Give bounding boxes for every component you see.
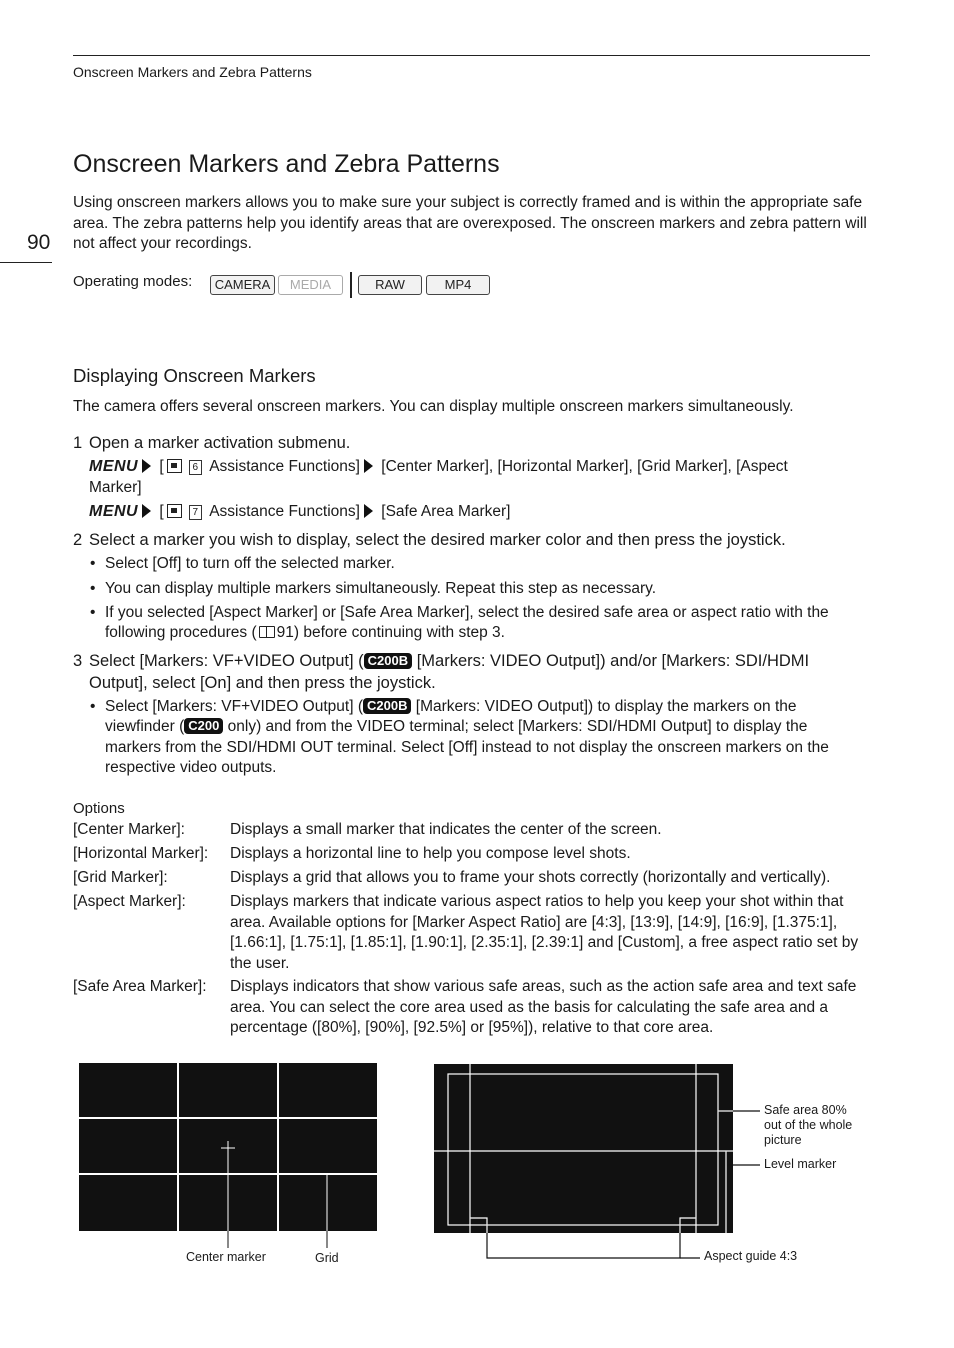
center-marker-label: Center marker	[186, 1250, 266, 1264]
menu-path-1-part2: [Center Marker], [Horizontal Marker], [Grid Marker], [Aspect	[381, 458, 788, 475]
step-2-number: 2	[73, 531, 83, 549]
arrow-icon	[364, 504, 373, 518]
option-term-grid: [Grid Marker]:	[73, 869, 168, 886]
menu-path-2	[89, 502, 879, 523]
model-badge-c200b: C200B	[364, 653, 412, 669]
step-3-bullet-text-b: [Markers: VIDEO Output]) to display the markers on the	[415, 698, 797, 715]
step-3-text-b: [Markers: VIDEO Output]) and/or [Markers: SDI/HDMI	[416, 652, 810, 670]
model-badge-c200: C200	[184, 718, 223, 734]
option-desc-aspect: Displays markers that indicate various aspect ratios to help you keep your shot within that area. Available options for [Marker Aspect Ratio] are [4:3], [13:9], [14:9], [16:9], [1.375:1], [1.66:1], [1.75:1], [1.85:1], [1.90:1], [2.35:1], [2.39:1] and [Custom], a free aspect ratio set by the user.	[230, 893, 859, 972]
bracket-open: [	[159, 458, 164, 475]
intro-paragraph: Using onscreen markers allows you to make sure your subject is correctly framed and is within the appropriate safe area. The zebra patterns help you identify areas that are overexposed. The onscreen markers and zebra pattern will not affect your recordings.	[73, 194, 867, 252]
bracket-open: [	[159, 503, 164, 520]
page-title: Onscreen Markers and Zebra Patterns	[73, 150, 500, 178]
option-term-center: [Center Marker]:	[73, 821, 185, 838]
operating-modes-label: Operating modes:	[73, 273, 193, 290]
step-3-bullet-text-a: Select [Markers: VF+VIDEO Output] (	[105, 698, 363, 715]
step-3-bullet-line-2	[105, 717, 875, 738]
step-3-line-1	[89, 650, 879, 672]
step-3-line-2: Output], select [On] and then press the joystick.	[89, 674, 436, 692]
safe-area-label-line-3: picture	[764, 1133, 802, 1147]
safe-area-label	[764, 1103, 852, 1148]
step-3-bullet-text-c: viewfinder (	[105, 718, 185, 735]
book-icon	[259, 626, 275, 638]
step-1-text: Open a marker activation submenu.	[89, 434, 351, 452]
safe-area-label-line-2: out of the whole	[764, 1118, 853, 1132]
screen-background	[434, 1064, 733, 1233]
mode-raw-badge: RAW	[358, 275, 422, 295]
header-rule	[73, 55, 870, 56]
menu-path-1-part1: Assistance Functions]	[209, 458, 360, 475]
section-heading: Displaying Onscreen Markers	[73, 365, 316, 386]
camera-settings-icon	[167, 504, 182, 518]
step-2-bullet-3: • If you selected [Aspect Marker] or [Safe Area Marker], select the desired safe area or aspect ratio with the	[105, 603, 875, 624]
grid-marker-figure	[70, 1055, 390, 1275]
step-3-bullet-line-4: respective video outputs.	[105, 759, 277, 776]
step-2-bullet-2: • You can display multiple markers simultaneously. Repeat this step as necessary.	[105, 579, 656, 600]
running-header: Onscreen Markers and Zebra Patterns	[73, 64, 312, 80]
model-badge-c200b: C200B	[363, 698, 411, 714]
menu-path-1-part3: Marker]	[89, 479, 142, 496]
page-number-rule	[0, 262, 52, 263]
mode-mp4-badge: MP4	[426, 275, 490, 295]
menu-path-2-part2: [Safe Area Marker]	[381, 503, 511, 520]
step-1-number: 1	[73, 434, 83, 452]
arrow-icon	[142, 504, 151, 518]
option-term-horizontal: [Horizontal Marker]:	[73, 845, 209, 862]
mode-media-badge: MEDIA	[278, 275, 343, 295]
step-2-bullet-3-text-b: 91) before continuing with step 3.	[276, 624, 505, 641]
step-3-bullet-line-1	[105, 697, 875, 718]
step-3-bullet-text-d: only) and from the VIDEO terminal; select [Markers: SDI/HDMI Output] to display the	[227, 718, 808, 735]
mode-camera-badge: CAMERA	[210, 275, 275, 295]
section-lead: The camera offers several onscreen markers. You can display multiple onscreen markers simultaneously.	[73, 398, 794, 415]
level-marker-label: Level marker	[764, 1157, 837, 1171]
menu-path-1	[89, 457, 879, 478]
page-number: 90	[27, 231, 51, 254]
aspect-guide-label: Aspect guide 4:3	[704, 1249, 798, 1263]
safe-area-label-line-1: Safe area 80%	[764, 1103, 847, 1117]
tab-number: 6	[189, 460, 202, 475]
step-3-bullet-line-3: markers from the SDI/HDMI OUT terminal. Select [Off] instead to not display the onscreen markers on the	[105, 739, 829, 756]
step-2-bullet-3-text-a: following procedures (	[105, 624, 257, 641]
arrow-icon	[364, 459, 373, 473]
menu-word: MENU	[89, 458, 139, 475]
step-3-number: 3	[73, 652, 83, 670]
tab-number: 7	[189, 505, 202, 520]
step-2-bullet-1: • Select [Off] to turn off the selected marker.	[105, 554, 395, 575]
options-heading: Options	[73, 800, 125, 817]
option-term-safe-area: [Safe Area Marker]:	[73, 978, 207, 995]
step-2-bullet-3-cont	[105, 623, 505, 644]
grid-label: Grid	[315, 1251, 339, 1265]
option-desc-grid: Displays a grid that allows you to frame your shots correctly (horizontally and vertically).	[230, 869, 831, 886]
menu-word: MENU	[89, 503, 139, 520]
option-desc-center: Displays a small marker that indicates the center of the screen.	[230, 821, 662, 838]
camera-settings-icon	[167, 459, 182, 473]
option-desc-horizontal: Displays a horizontal line to help you compose level shots.	[230, 845, 631, 862]
option-desc-safe-area: Displays indicators that show various safe areas, such as the action safe area and text safe area. You can select the core area used as the basis for calculating the safe area and a percentage ([80%], [90%], [92.5%] or [95%]), relative to that core area.	[230, 978, 857, 1036]
step-3-text-a: Select [Markers: VF+VIDEO Output] (	[89, 652, 364, 670]
option-term-aspect: [Aspect Marker]:	[73, 893, 186, 910]
arrow-icon	[142, 459, 151, 473]
menu-path-2-part1: Assistance Functions]	[209, 503, 360, 520]
mode-separator	[350, 272, 352, 298]
step-2-text: Select a marker you wish to display, select the desired marker color and then press the joystick.	[89, 531, 786, 549]
safe-area-figure	[430, 1058, 770, 1268]
